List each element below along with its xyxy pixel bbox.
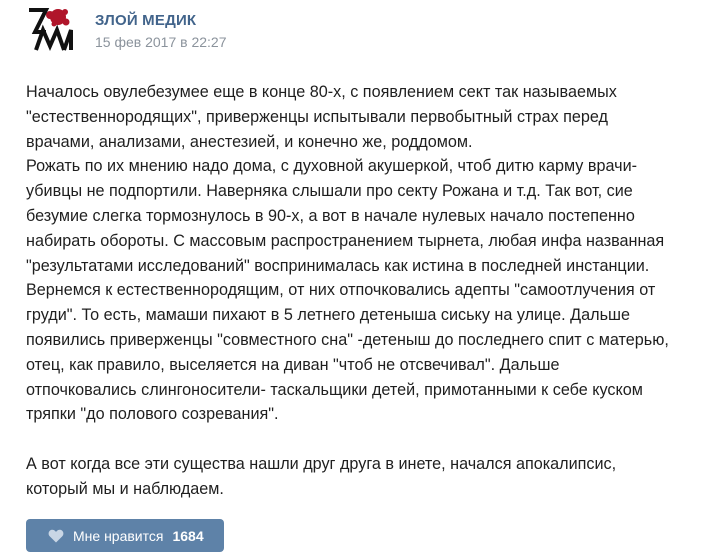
zm-logo-icon[interactable]	[26, 6, 74, 54]
text-line: "естественнородящих", приверженцы испытывали первобытный страх перед	[26, 107, 608, 126]
post-text	[26, 80, 696, 502]
like-button[interactable]	[26, 519, 224, 552]
author-name[interactable]: ЗЛОЙ МЕДИК	[95, 12, 197, 29]
like-label: Мне нравится	[73, 527, 164, 544]
text-line: который мы и наблюдаем.	[26, 479, 224, 498]
text-line: "результатами исследований" воспринималась как истина в последней инстанции.	[26, 256, 650, 275]
paragraph-gap	[26, 427, 696, 452]
text-line: А вот когда все эти существа нашли друг друга в инете, начался апокалипсис,	[26, 454, 617, 473]
text-line: убивцы не подпортили. Наверняка слышали про секту Рожана и т.д. Так вот, сие	[26, 182, 633, 201]
like-count: 1684	[172, 527, 204, 544]
text-line: Началось овулебезумее еще в конце 80-х, с появлением сект так называемых	[26, 83, 617, 101]
text-line: Вернемся к естественнородящим, от них отпочковались адепты "самоотлучения от	[26, 281, 656, 300]
text-line: груди". То есть, мамаши пихают в 5 летнего детеныша сиську на улице. Дальше	[26, 306, 631, 325]
post-date[interactable]: 15 фев 2017 в 22:27	[95, 34, 227, 50]
text-line: тряпки "до полового созревания".	[26, 405, 279, 424]
text-line: набирать обороты. С массовым распространением тырнета, любая инфа названная	[26, 231, 665, 250]
text-line: отец, как правило, выселяется на диван "чтоб не отсвечивал". Дальше	[26, 355, 560, 374]
text-line: Рожать по их мнению надо дома, с духовной акушеркой, чтоб дитю карму врачи-	[26, 157, 637, 176]
heart-icon	[48, 529, 64, 543]
text-line: появились приверженцы "совместного сна" -детеныш до последнего спит с матерью,	[26, 330, 669, 349]
text-line: безумие слегка тормознулось в 90-х, а вот в начале нулевых начало постепенно	[26, 206, 635, 225]
text-line: врачами, анализами, анестезией, и конечно же, роддомом.	[26, 132, 473, 151]
text-line: отпочковались слингоносители- таскальщики детей, примотанными к себе куском	[26, 380, 643, 399]
